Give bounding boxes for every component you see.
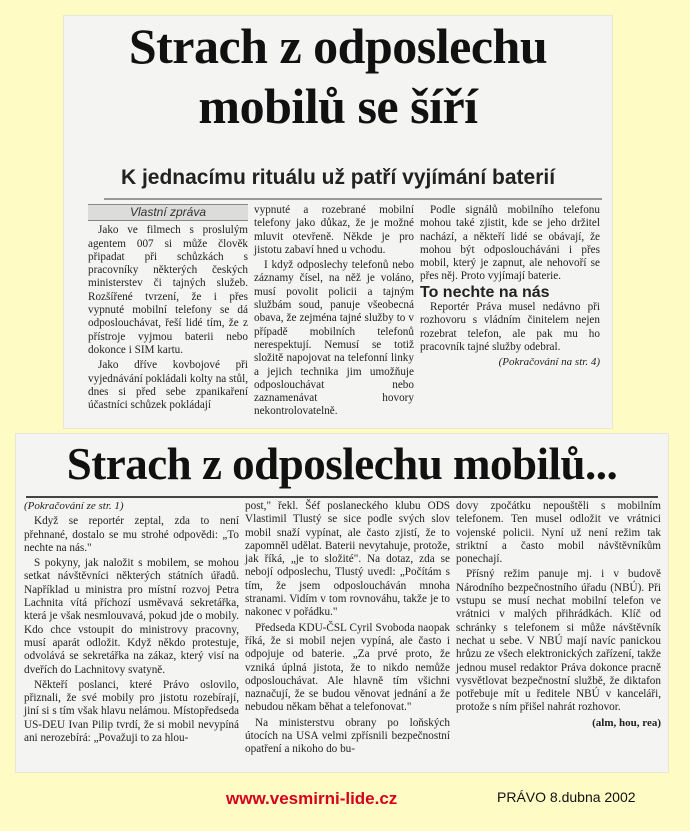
- article-column-2: [245, 500, 450, 759]
- author-signature: (alm, hou, rea): [592, 716, 661, 729]
- article-column-1: [24, 500, 239, 747]
- paragraph: S pokyny, jak naložit s mobilem, se mohou setkat návštěvníci některých státních úřadů. Například u ministra pro místní rozvoj Petra Lachnita vítá příchozí usměvavá sekretářka, která je však nesmlouvavá, pokud jde o mobily. Kdo chce vstoupit do ministrovy pracovny, musí aparát odložit. Když někdo protestuje, odvolává se sekretářka na zákaz, který visí na dveřích do Lachnitovy svatyně.: [24, 557, 239, 676]
- continued-from-note: (Pokračování ze str. 1): [24, 500, 124, 512]
- paragraph: Na ministerstvu obrany po loňských útocích na USA velmi zpřísnili bezpečnostní opatření a nikoho do bu-: [245, 716, 450, 756]
- subheadline: K jednacímu rituálu už patří vyjímání baterií: [120, 166, 556, 189]
- paragraph: Jako ve filmech s proslulým agentem 007 si může člověk připadat při schůzkách s pracovníky některých českých ministerstev či tajných služeb. Rozšířené tvrzení, že i přes vypnuté mobilní telefony se dá odposlouchávat, řeší lidé tím, že z přístroje vyjmou baterii nebo dokonce i SIM kartu.: [88, 224, 248, 356]
- paragraph: Někteří poslanci, které Právo oslovilo, přiznali, že své mobily pro jistotu rozebírají, jiní si s tím však hlavu nelámou. Místopředseda US-DEU Ivan Pilip tvrdí, že si mobil nevypíná ani nerozebírá: „Považuji to za hlou-: [24, 678, 239, 745]
- paragraph: post," řekl. Šéf poslaneckého klubu ODS Vlastimil Tlustý se sice podle svých slov mobil snaží vypínat, ale často zjistí, že to zapomněl udělat. Baterii nevytahuje, protože, jak říká, „je to složité". Na dotaz, zda se nebojí odposlechu, Tlustý uvedl: „Počítám s tím, že jsem odposloucháván mnoha stranami. Vidím v tom rovnováhu, takže je to nakonec v pořádku.": [245, 500, 450, 619]
- continuation-headline: Strach z odposlechu mobilů...: [66, 439, 618, 489]
- paragraph: vypnuté a rozebrané mobilní telefony jako důkaz, že je možné mluvit otevřeně. Někde je pro jistotu zabaví hned u vchodu.: [254, 204, 414, 256]
- source-citation: PRÁVO 8.dubna 2002: [497, 789, 636, 805]
- paragraph: Podle signálů mobilního telefonu mohou také zjistit, kde se jeho držitel nachází, a někteří lidé se obávají, že mohou být odposloucháváni i přes mobil, který je zapnut, ale nehovoří se přes něj. Proto vyjímají baterie.: [420, 204, 600, 283]
- paragraph: Když se reportér zeptal, zda to není přehnané, dostalo se mu strohé odpovědi: „To nechte na nás.": [24, 515, 239, 554]
- website-link[interactable]: www.vesmirni-lide.cz: [226, 789, 398, 808]
- article-column-3: [456, 500, 661, 732]
- article-column-2: [254, 204, 414, 421]
- byline: Vlastní zpráva: [88, 204, 248, 221]
- paragraph: Přísný režim panuje mj. i v budově Národního bezpečnostního úřadu (NBÚ). Při vstupu se musí nechat mobilní telefon ve vrátnici v malých přihrádkách. Klíč od schránky s telefonem si může návštěvník nechat u sebe. V NBÚ mají navíc panickou hrůzu ze všech elektronických zařízení, takže jednou musel redaktor Práva dokonce pracně vysvětlovat bezpečnostní službě, že diktafon potřebuje mít u ředitele NBÚ v kanceláři, protože s ním přišel nahrát rozhovor.: [456, 568, 661, 714]
- top-clipping: [64, 16, 612, 428]
- headline-line-2: mobilů se šíří: [198, 78, 478, 134]
- divider: [26, 496, 658, 498]
- paragraph: Předseda KDU-ČSL Cyril Svoboda naopak říká, že si mobil nejen vypíná, ale často i odpojuje od baterie. „Za prvé proto, že vzniká úplná jistota, že to nikdo nemůže odposlouchávat. Ale hlavně tím všichni naznačují, že se budou věnovat jednání a že nebudou někam běhat a telefonovat.": [245, 621, 450, 714]
- article-column-3: [420, 204, 600, 372]
- article-column-1: [88, 204, 248, 414]
- paragraph: dovy zpočátku nepouštěli s mobilním telefonem. Ten musel odložit ve vrátnici vojenské policii. Nyní už není režim tak striktní a často mobil návštěvníkům ponechají.: [456, 500, 661, 566]
- crosshead: To nechte na nás: [420, 283, 550, 301]
- headline-line-1: Strach z odposlechu: [128, 18, 548, 74]
- paragraph: I když odposlechy telefonů nebo záznamy čísel, na něž je voláno, musí povolit policii a tajným službám soud, panuje všeobecná obava, že zejména tajné služby to v případě mobilních telefonů nerespektují. Nemusí se totiž složitě napojovat na telefonní linky a jejich technika jim umožňuje odposlouchávat nebo zaznamenávat hovory nekontrolovatelně.: [254, 259, 414, 418]
- divider: [104, 198, 602, 200]
- paragraph: Reportér Práva musel nedávno při rozhovoru s vládním činitelem nejen rozebrat telefon, ale pak mu ho pracovník tajné služby odebral.: [420, 301, 600, 353]
- paragraph: Jako dříve kovbojové při vyjednávání pokládali kolty na stůl, dnes si před sebe zpanikaření účastníci schůzek pokládají: [88, 359, 249, 412]
- continued-note: (Pokračování na str. 4): [498, 356, 600, 369]
- bottom-clipping: [16, 434, 668, 772]
